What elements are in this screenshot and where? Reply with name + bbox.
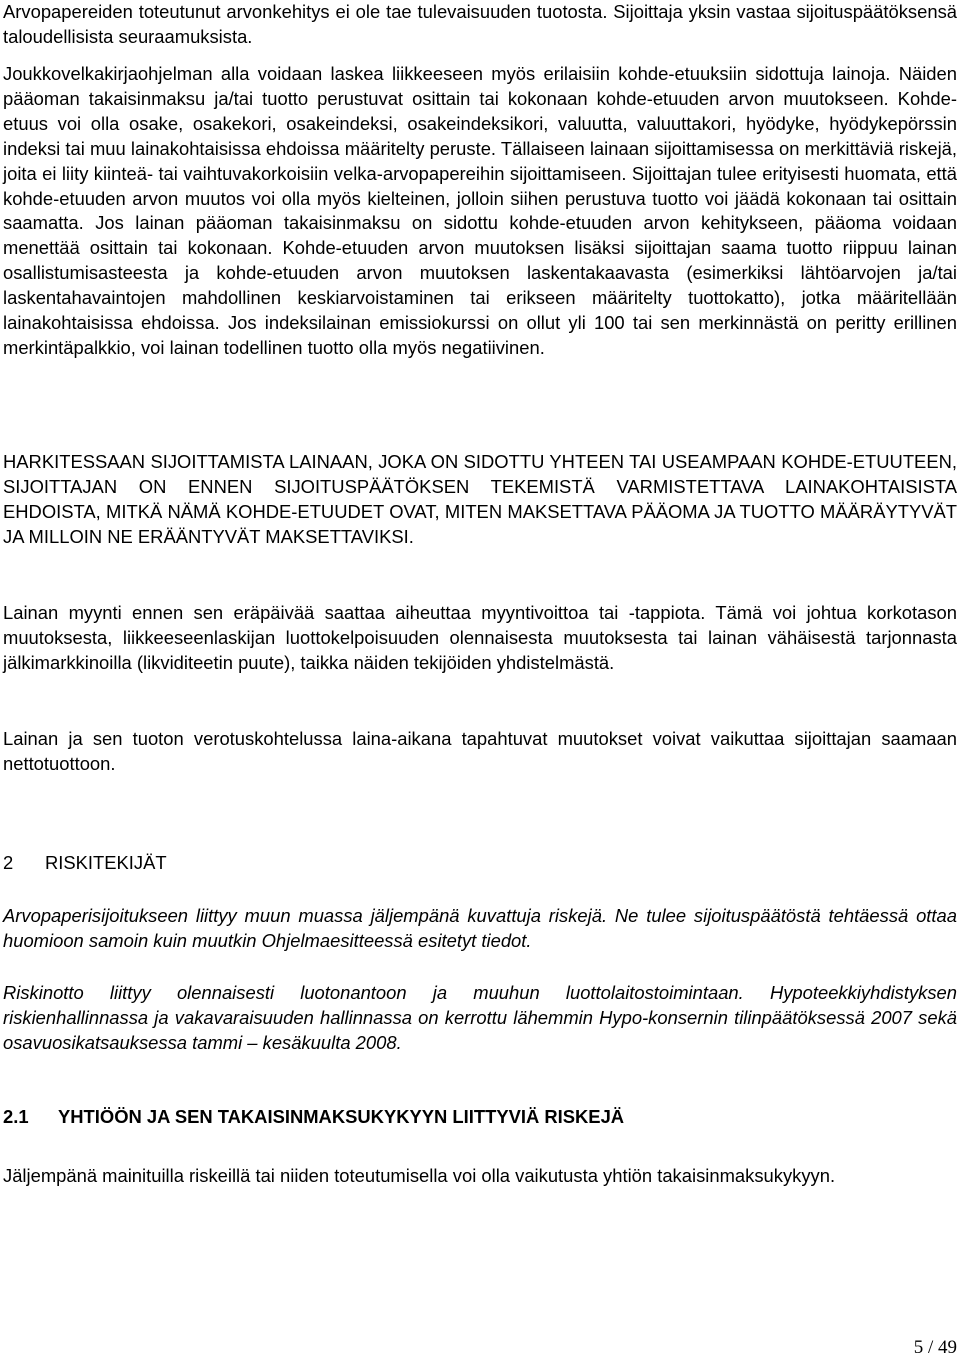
paragraph-repayment-risks: Jäljempänä mainituilla riskeillä tai niiden toteutumisella voi olla vaikutusta yhtiön takaisinmaksukykyyn. [3, 1165, 836, 1186]
section-heading [3, 851, 957, 876]
paragraph-past-performance: Arvopapereiden toteutunut arvonkehitys ei ole tae tulevaisuuden tuotosta. Sijoittaja yksin vastaa sijoituspäätöksensä taloudellisista seuraamuksista. [3, 1, 957, 47]
section-number: 2 [3, 852, 14, 873]
subsection-heading [3, 1105, 957, 1130]
paragraph-risk-management: Riskinotto liittyy olennaisesti luotonantoon ja muuhun luottolaitostoimintaan. Hypoteekkiyhdistyksen riskienhallinnassa ja vakavaraisuuden hallinnassa on kerrottu lähemmin Hypo-konsernin tilinpäätöksessä 2007 sekä osavuosikatsauksessa tammi – kesäkuulta 2008. [3, 982, 957, 1053]
page-number: 5 / 49 [913, 1337, 957, 1358]
paragraph-sale-before-maturity: Lainan myynti ennen sen eräpäivää saattaa aiheuttaa myyntivoittoa tai -tappiota. Tämä voi johtua korkotason muutoksesta, liikkeeseenlaskijan luottokelpoisuuden olennaisesta muutoksesta tai lainan vähäisestä tarjonnasta jälkimarkkinoilla (likviditeetin puute), taikka näiden tekijöiden yhdistelmästä. [3, 602, 957, 673]
section-title: RISKITEKIJÄT [45, 852, 167, 873]
subsection-title: YHTIÖÖN JA SEN TAKAISINMAKSUKYKYYN LIITTYVIÄ RISKEJÄ [58, 1106, 625, 1127]
paragraph-taxation: Lainan ja sen tuoton verotuskohtelussa laina-aikana tapahtuvat muutokset voivat vaikuttaa sijoittajan saamaan nettotuottoon. [3, 728, 957, 774]
paragraph-risks-intro: Arvopaperisijoitukseen liittyy muun muassa jäljempänä kuvattuja riskejä. Ne tulee sijoituspäätöstä tehtäessä ottaa huomioon samoin kuin muutkin Ohjelmaesitteessä esitetyt tiedot. [3, 905, 957, 951]
subsection-number: 2.1 [3, 1106, 29, 1127]
paragraph-linked-loans: Joukkovelkakirjaohjelman alla voidaan laskea liikkeeseen myös erilaisiin kohde-etuuksiin sidottuja lainoja. Näiden pääoman takaisinmaksu ja/tai tuotto perustuvat osittain tai kokonaan kohde-etuuden arvon muutokseen. Kohde-etuus voi olla osake, osakekori, osakeindeksi, osakeindeksikori, valuutta, valuuttakori, hyödyke, hyödykepörssin indeksi tai muu lainakohtaisissa ehdoissa määritelty peruste. Tällaiseen lainaan sijoittamisessa on merkittäviä riskejä, joita ei liity kiinteä- tai vaihtuvakorkoisiin velka-arvopapereihin sijoittamiseen. Sijoittajan tulee erityisesti huomata, että kohde-etuuden arvon muutos voi olla myös kielteinen, jolloin siihen perustuva tuotto voi jäädä kokonaan tai osittain saamatta. Jos lainan pääoman takaisinmaksu on sidottu kohde-etuuden arvon kehitykseen, pääoma voidaan menettää osittain tai kokonaan. Kohde-etuuden arvon muutoksen lisäksi sijoittajan saama tuotto riippuu lainan osallistumisasteesta ja kohde-etuuden arvon muutoksen laskentakaavasta (esimerkiksi lähtöarvojen ja/tai laskentahavaintojen mahdollinen keskiarvoistaminen tai erikseen määritelty tuottokatto), jotka määritellään lainakohtaisissa ehdoissa. Jos indeksilainan emissiokurssi on ollut yli 100 tai sen merkinnästä on peritty erillinen merkintäpalkkio, voi lainan todellinen tuotto olla myös negatiivinen. [3, 63, 957, 358]
paragraph-uppercase-notice: HARKITESSAAN SIJOITTAMISTA LAINAAN, JOKA ON SIDOTTU YHTEEN TAI USEAMPAAN KOHDE-ETUUTEEN, SIJOITTAJAN ON ENNEN SIJOITUSPÄÄTÖKSEN TEKEMISTÄ VARMISTETTAVA LAINAKOHTAISISTA EHDOISTA, MITKÄ NÄMÄ KOHDE-ETUUDET OVAT, MITEN MAKSETTAVA PÄÄOMA JA TUOTTO MÄÄRÄYTYVÄT JA MILLOIN NE ERÄÄNTYVÄT MAKSETTAVIKSI. [3, 451, 957, 547]
